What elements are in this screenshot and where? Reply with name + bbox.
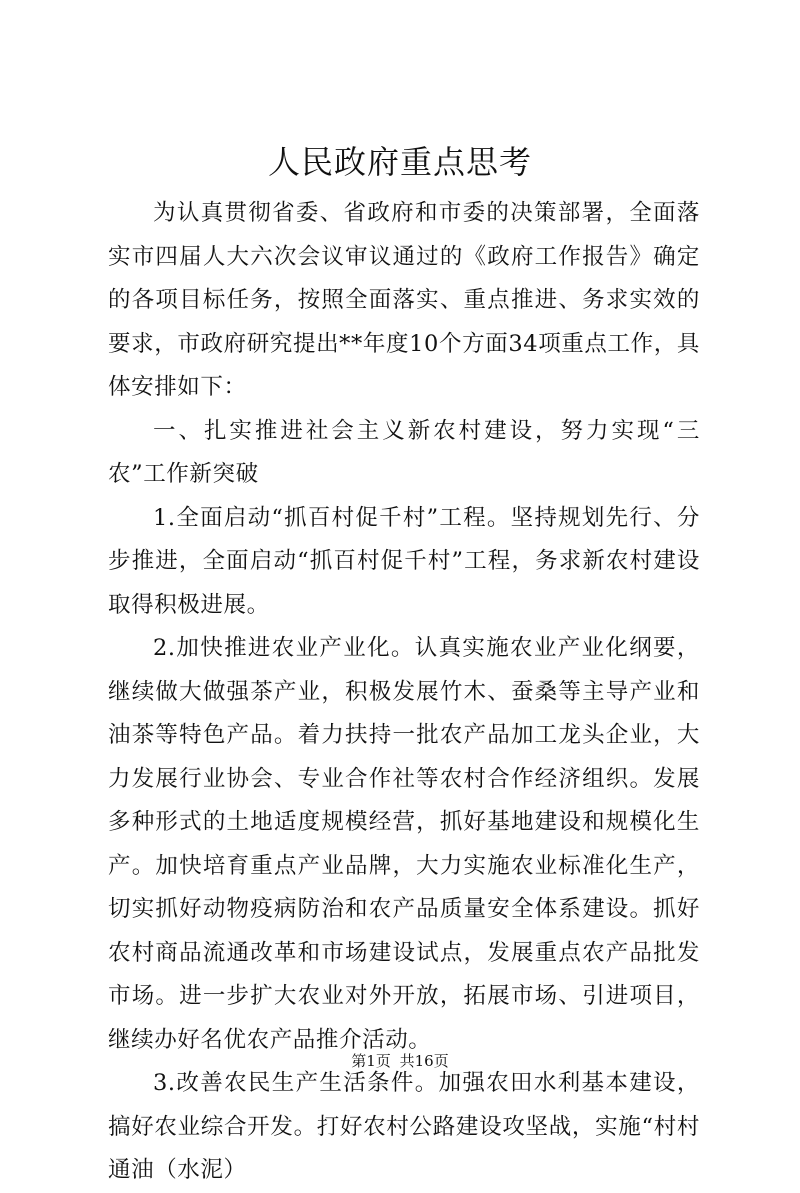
- paragraph-intro: 为认真贯彻省委、省政府和市委的决策部署，全面落实市四届人大六次会议审议通过的《政府工作报告》确定的各项目标任务，按照全面落实、重点推进、务求实效的要求，市政府研究提出**年度10个方面34项重点工作，具体安排如下：: [108, 200, 700, 400]
- section-heading-1: 一、扎实推进社会主义新农村建设，努力实现“三农”工作新突破: [108, 417, 700, 487]
- paragraph-item-3: 3.改善农民生产生活条件。加强农田水利基本建设，搞好农业综合开发。打好农村公路建设攻坚战，实施“村村通油（水泥）: [108, 1070, 700, 1183]
- paragraph-item-2: 2.加快推进农业产业化。认真实施农业产业化纲要，继续做大做强茶产业，积极发展竹木、蚕桑等主导产业和油茶等特色产品。着力扶持一批农产品加工龙头企业，大力发展行业协会、专业合作社等农村合作经济组织。发展多种形式的土地适度规模经营，抓好基地建设和规模化生产。加快培育重点产业品牌，大力实施农业标准化生产，切实抓好动物疫病防治和农产品质量安全体系建设。抓好农村商品流通改革和市场建设试点，发展重点农产品批发市场。进一步扩大农业对外开放，拓展市场、引进项目，继续办好名优农产品推介活动。: [108, 635, 700, 1053]
- paragraph-item-1: 1.全面启动“抓百村促千村”工程。坚持规划先行、分步推进，全面启动“抓百村促千村”工程，务求新农村建设取得积极进展。: [108, 504, 700, 618]
- document-body: [108, 192, 700, 1193]
- page-footer: [0, 1050, 800, 1072]
- page-number: 第1页: [351, 1052, 391, 1070]
- document-title: 人民政府重点思考: [267, 143, 532, 181]
- page-total: 共16页: [399, 1052, 449, 1070]
